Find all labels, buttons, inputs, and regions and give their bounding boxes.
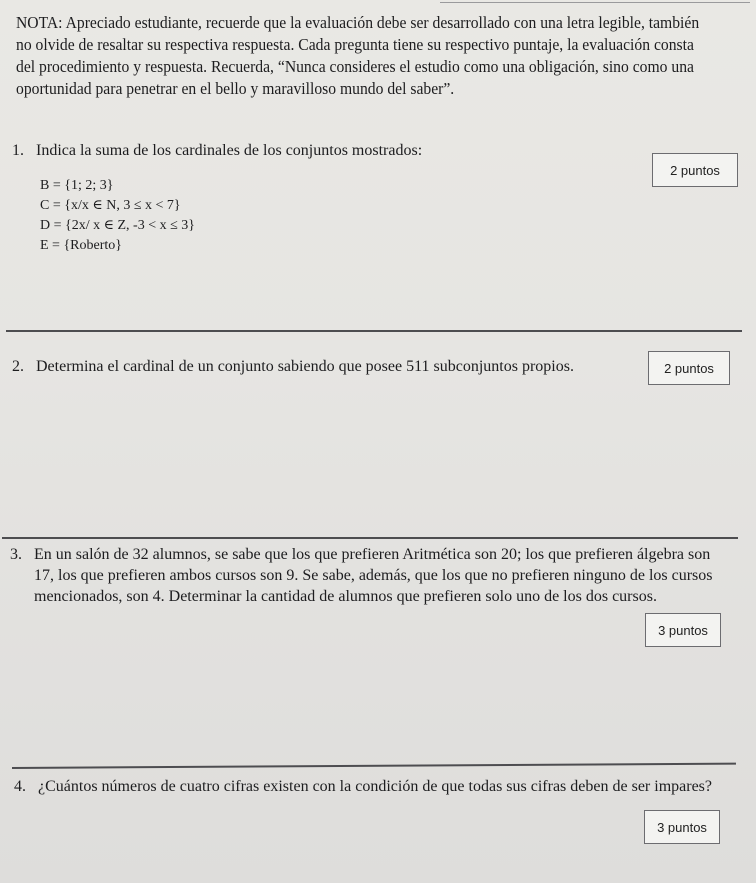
question-number: 3. [10, 546, 22, 563]
set-d: D = {2x/ x ∈ Z, -3 < x ≤ 3} [40, 218, 195, 233]
note-line: no olvide de resaltar su respectiva respuesta. Cada pregunta tiene su respectivo puntaje, la evaluación consta [16, 35, 694, 54]
set-c: C = {x/x ∈ N, 3 ≤ x < 7} [40, 198, 181, 213]
question-number: 4. [14, 778, 26, 795]
question-text: Determina el cardinal de un conjunto sabiendo que posee 511 subconjuntos propios. [36, 358, 574, 375]
points-label: 3 puntos [657, 819, 707, 835]
top-divider [440, 2, 750, 3]
question-number: 2. [12, 358, 24, 375]
note-line: oportunidad para penetrar en el bello y maravilloso mundo del saber”. [16, 79, 455, 98]
question-3 [10, 544, 740, 607]
question-2 [12, 356, 574, 377]
question-4 [14, 776, 712, 797]
points-badge [645, 613, 721, 647]
set-e: E = {Roberto} [40, 238, 122, 253]
question-line: En un salón de 32 alumnos, se sabe que los que prefieren Aritmética son 20; los que prefieren álgebra son [34, 546, 711, 563]
question-1 [12, 140, 422, 161]
points-badge [652, 153, 738, 187]
question-line: 17, los que prefieren ambos cursos son 9. Se sabe, además, que los que no prefieren ninguno de los cursos [34, 567, 713, 584]
question-text: Indica la suma de los cardinales de los conjuntos mostrados: [36, 142, 423, 159]
note-line: del procedimiento y respuesta. Recuerda, “Nunca consideres el estudio como una obligación, sino como una [16, 57, 694, 76]
points-label: 2 puntos [664, 360, 714, 376]
points-label: 2 puntos [670, 162, 720, 178]
points-label: 3 puntos [658, 622, 708, 638]
question-line: mencionados, son 4. Determinar la cantidad de alumnos que prefieren solo uno de los dos cursos. [34, 588, 657, 605]
question-text: ¿Cuántos números de cuatro cifras existen con la condición de que todas sus cifras deben de ser impares? [38, 778, 712, 795]
points-badge [648, 351, 730, 385]
section-divider [6, 330, 742, 332]
set-b: B = {1; 2; 3} [40, 178, 114, 193]
set-list [40, 176, 195, 256]
points-badge [644, 810, 720, 844]
question-number: 1. [12, 142, 24, 159]
section-divider [2, 537, 738, 539]
note-line: NOTA: Apreciado estudiante, recuerde que la evaluación debe ser desarrollado con una letra legible, también [16, 13, 700, 32]
note-paragraph [16, 12, 700, 100]
section-divider [12, 763, 736, 769]
